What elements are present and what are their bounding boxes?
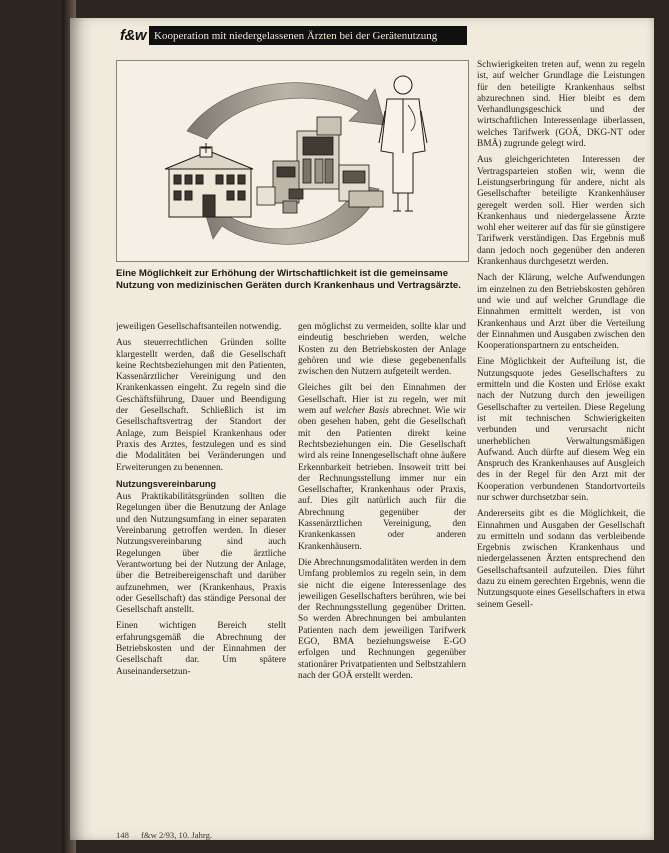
text-run: abrechnet. Wie wir oben gesehen haben, geht die Gesellschaft mit den Patienten direkt keine Rechtsbeziehungen ein. Die Gesellschaft wird als reine Innengesellschaft ohne äußere Erkennbarkeit betrieben. Insoweit tritt bei der Rechnungsstellung immer nur ein Gesellschafter, Krankenhaus oder Praxis, auf. Dies gilt natürlich auch für die Abrechnung gegenüber der Kassenärztlichen Vereinigung, den Krankenkassen oder anderen Krankenhäusern. [298,406,466,552]
doctor-figure [379,76,427,211]
section-heading: Nutzungsvereinbarung [116,478,217,489]
paragraph: Andererseits gibt es die Möglichkeit, die Einnahmen und Ausgaben der Gesellschaft zu ermitteln und sodann das verbleibende Ergebnis zwischen Krankenhaus und niedergelassenen Ärzten entsprechend den Gesellschaftsanteil aufzuteilen. Dies führt dazu zu einem gerechten Ergebnis, wenn die Nutzungsquote eines Gesellschafters in etwa seinem Gesell- [477,509,645,610]
text-column-1 [116,322,286,830]
cycle-arrow-top [187,83,385,139]
paragraph: Die Abrechnungsmodalitäten werden in dem Umfang problemlos zu regeln sein, in dem sie nicht die eigene Interessenlage des jeweiligen Gesellschafters berühren, wie bei der Rechnungsstellung gegenüber Dritten. So werden Abrechnungen bei ambulanten Patienten nach dem jeweiligen Tarifwerk EGO, BMA beziehungsweise E-GO erfolgen und Rechnungen gegenüber stationärer Privatpatienten und Selbstzahlern nach der GOÄ erstellt werden. [298,557,466,681]
figure-caption: Eine Möglichkeit zur Erhöhung der Wirtschaftlichkeit ist die gemeinsame Nutzung von medizinischen Geräten durch Krankenhaus und Vertragsärzte. [116,268,461,292]
paragraph: gen möglichst zu vermeiden, sollte klar und eindeutig beschrieben werden, welche Kosten zu den Betriebskosten der Anlage gehören und wie diese gegebenenfalls zwischen den Nutzern aufgeteilt werden. [298,322,466,378]
paragraph: Aus Praktikabilitätsgründen sollten die Regelungen über die Benutzung der Anlage und den Nutzungsumfang in einer separaten Vereinbarung getroffen werden. In dieser Nutzungsvereinbarung sind auch Regelungen über die ärztliche Verantwortung bei der Nutzung der Anlage, über die Betreibereigenschaft und darüber aufzunehmen, wer (Krankenhaus, Praxis oder Gesellschaft) das ständige Personal der Gesellschaft anstellt. [116,492,286,616]
paragraph: Schwierigkeiten treten auf, wenn zu regeln ist, auf welcher Grundlage die Leistungen für den beteiligte Krankenhaus selbst abzurechnen sind. Hier bleibt es dem Verhandlungsgeschick und der wirtschaftlichen Interessenlage überlassen, welches Tarifwerk (GOÄ, DKG-NT oder BMÄ) zugrunde gelegt wird. [477,60,645,150]
journal-issue: f&w 2/93, 10. Jahrg. [141,830,213,840]
cooperation-illustration [117,61,468,261]
journal-logo: f&w [117,26,149,45]
paragraph: Aus gleichgerichteten Interessen der Vertragsparteien stoßen wir, wenn die Leistungserbringung für andere, nicht als Gesellschafter beteiligte Krankenhäuser geregelt werden soll. Hier werden sich Krankenhaus und niedergelassene Ärzte wohl eher weiterer auf das für sie günstigere Tarifwerk verständigen. Das Ergebnis muß dann jedoch noch gegenüber den anderen Krankenhaus durchgesetzt werden. [477,155,645,268]
text-run: Gleiches gilt bei den Einnahmen der Gesellschaft. Hier ist zu regeln, wer mit wem auf [298,383,466,417]
medical-equipment [257,117,383,213]
paragraph: Eine Möglichkeit der Aufteilung ist, die Nutzungsquote jedes Gesellschafters zu ermitteln und die Kosten und Erlöse exakt nach der Nutzung durch den jeweiligen Gesellschafter zu verteilen. Diese Regelung ist mit technischen Schwierigkeiten verbunden und verursacht nicht unerheblichen Verwaltungsmäßigen Aufwand. Auch dürfte auf diesem Weg ein Anspruch des Krankenhauses auf Ausgleich des in der Regel für den Arzt mit der Kooperation verbundenen Standortvorteils nur schwer durchsetzbar sein. [477,357,645,503]
paragraph: Nach der Klärung, welche Aufwendungen im einzelnen zu den Betriebskosten gehören und wie und auf welcher Grundlage die Einnahmen ermittelt werden, ist von Krankenhaus und Arzt über die Verteilung der Einnahmen und Ausgaben zwischen den Kooperationspartnern zu entscheiden. [477,273,645,352]
text-column-3 [477,60,645,830]
text-column-2 [298,322,466,830]
paragraph [298,383,466,552]
emphasis-text: welcher Basis [335,406,389,417]
hospital-building [165,143,253,217]
paragraph: jeweiligen Gesellschaftsanteilen notwendig. [116,322,282,332]
page-number: 148 [116,830,129,840]
page-footer [116,830,222,840]
running-header [117,26,467,45]
illustration [116,60,469,262]
paragraph: Aus steuerrechtlichen Gründen sollte klargestellt werden, daß die Gesellschaft keine Rechtsbeziehungen mit den Patienten, Kassenärztlicher Vereinigung und den Krankenkassen eingeht. Zu regeln sind die Geschäftsführung, Dauer und Beendigung der Gesellschaft. Schließlich ist im Gesellschaftsvertrag der Standort der Anlage, zum Beispiel Krankenhaus oder Praxis des Arztes, festzulegen und es sind die Modalitäten bei Veränderungen und Erweiterungen zu benennen. [116,338,286,473]
paragraph: Einen wichtigen Bereich stellt erfahrungsgemäß die Abrechnung der Betriebskosten und der Einnahmen der Gesellschaft dar. Um spätere Auseinandersetzun- [116,621,286,677]
header-title: Kooperation mit niedergelassenen Ärzten bei der Gerätenutzung [154,29,438,42]
